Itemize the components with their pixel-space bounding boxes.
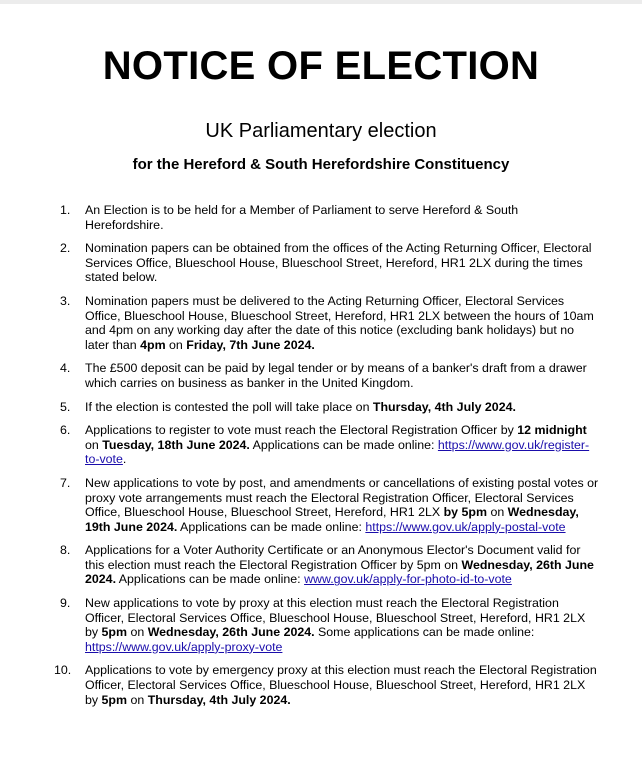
page-title: NOTICE OF ELECTION: [102, 44, 540, 88]
item-bold-text: Tuesday, 18th June 2024.: [102, 437, 250, 452]
list-item: [60, 400, 600, 415]
apply-photo-id-link[interactable]: www.gov.uk/apply-for-photo-id-to-vote: [304, 572, 512, 587]
list-item: [60, 596, 600, 654]
item-text: Nomination papers must be delivered to the Acting Returning Officer, Electoral Services Office, Blueschool House, Blueschool Street, Hereford, HR1 2LX between the hours of 10am and 4pm on any working day after the date of this notice (excluding bank holidays) but no later than: [85, 293, 594, 352]
item-bold-text: Thursday, 4th July 2024.: [372, 399, 516, 414]
notice-items: [54, 203, 600, 716]
list-item: [60, 476, 600, 534]
item-text: Applications can be made online:: [116, 572, 305, 587]
item-number: 5.: [60, 399, 71, 414]
item-bold-text: 4pm: [140, 337, 166, 352]
item-number: 3.: [60, 293, 71, 308]
list-item: [60, 294, 600, 352]
item-number: 2.: [60, 241, 71, 256]
item-number: 4.: [60, 361, 71, 376]
apply-postal-vote-link[interactable]: https://www.gov.uk/apply-postal-vote: [365, 519, 566, 534]
list-item: [60, 203, 600, 232]
item-text: Applications to vote by emergency proxy at this election must reach the Electoral Registration Officer, Electoral Services Office, Blueschool House, Blueschool Street, Hereford, HR1 2LX by: [85, 663, 597, 707]
item-text: The £500 deposit can be paid by legal tender or by means of a banker's draft from a drawer which carries on business as banker in the United Kingdom.: [85, 361, 587, 390]
item-bold-text: Wednesday, 19th June 2024.: [85, 505, 579, 534]
election-type: UK Parliamentary election: [205, 120, 437, 142]
item-bold-text: Wednesday, 26th June 2024.: [147, 625, 315, 640]
list-item: [60, 241, 600, 285]
item-text: New applications to vote by proxy at this election must reach the Electoral Registration Officer, Electoral Services Office, Blueschool House, Blueschool Street, Hereford, HR1 2LX by: [85, 596, 586, 640]
constituency-heading: for the Hereford & South Herefordshire Constituency: [132, 156, 510, 173]
item-number: 6.: [60, 423, 71, 438]
item-text: Applications to register to vote must reach the Electoral Registration Officer by: [85, 423, 518, 438]
item-text: If the election is contested the poll will take place on: [85, 399, 373, 414]
item-number: 9.: [60, 596, 71, 611]
item-bold-text: 5pm: [101, 625, 128, 640]
item-text: on: [165, 337, 187, 352]
item-text: New applications to vote by post, and amendments or cancellations of existing postal votes or proxy vote arrangements must reach the Electoral Registration Officer, Electoral Services Office, Blueschool House, Blueschool Street, Hereford, HR1 2LX: [85, 475, 599, 520]
item-text: Applications can be made online:: [177, 519, 366, 534]
item-text: An Election is to be held for a Member of Parliament to serve Hereford & South Herefordshire.: [85, 203, 519, 232]
item-bold-text: by 5pm: [443, 505, 487, 520]
item-text: .: [122, 452, 127, 467]
item-text: on: [127, 625, 148, 640]
item-bold-text: Friday, 7th June 2024.: [186, 337, 315, 352]
item-text: Nomination papers can be obtained from the offices of the Acting Returning Officer, Electoral Services Office, Blueschool House, Blueschool Street, Hereford, HR1 2LX during the times stated below.: [85, 241, 592, 285]
list-item: [60, 543, 600, 587]
item-text: on: [487, 505, 508, 520]
item-number: 10.: [54, 663, 72, 678]
item-text: Applications can be made online:: [249, 437, 438, 452]
item-bold-text: Wednesday, 26th June 2024.: [85, 557, 594, 587]
apply-proxy-vote-link[interactable]: https://www.gov.uk/apply-proxy-vote: [85, 639, 283, 654]
item-number: 8.: [60, 543, 71, 558]
item-bold-text: Thursday, 4th July 2024.: [147, 692, 291, 707]
list-item: [54, 663, 600, 707]
item-text: on: [127, 692, 148, 707]
item-number: 7.: [60, 475, 71, 490]
item-number: 1.: [60, 203, 71, 217]
item-text: on: [85, 437, 103, 452]
top-border: [0, 0, 642, 4]
list-item: [60, 423, 600, 467]
item-text: Some applications can be made online:: [314, 625, 535, 640]
item-bold-text: 12 midnight: [517, 423, 587, 438]
list-item: [60, 361, 600, 390]
item-bold-text: 5pm: [101, 692, 128, 707]
item-text: Applications for a Voter Authority Certificate or an Anonymous Elector's Document valid for this election must reach the Electoral Registration Officer by 5pm on: [85, 543, 581, 572]
register-to-vote-link[interactable]: https://www.gov.uk/register-to-vote: [85, 437, 590, 467]
